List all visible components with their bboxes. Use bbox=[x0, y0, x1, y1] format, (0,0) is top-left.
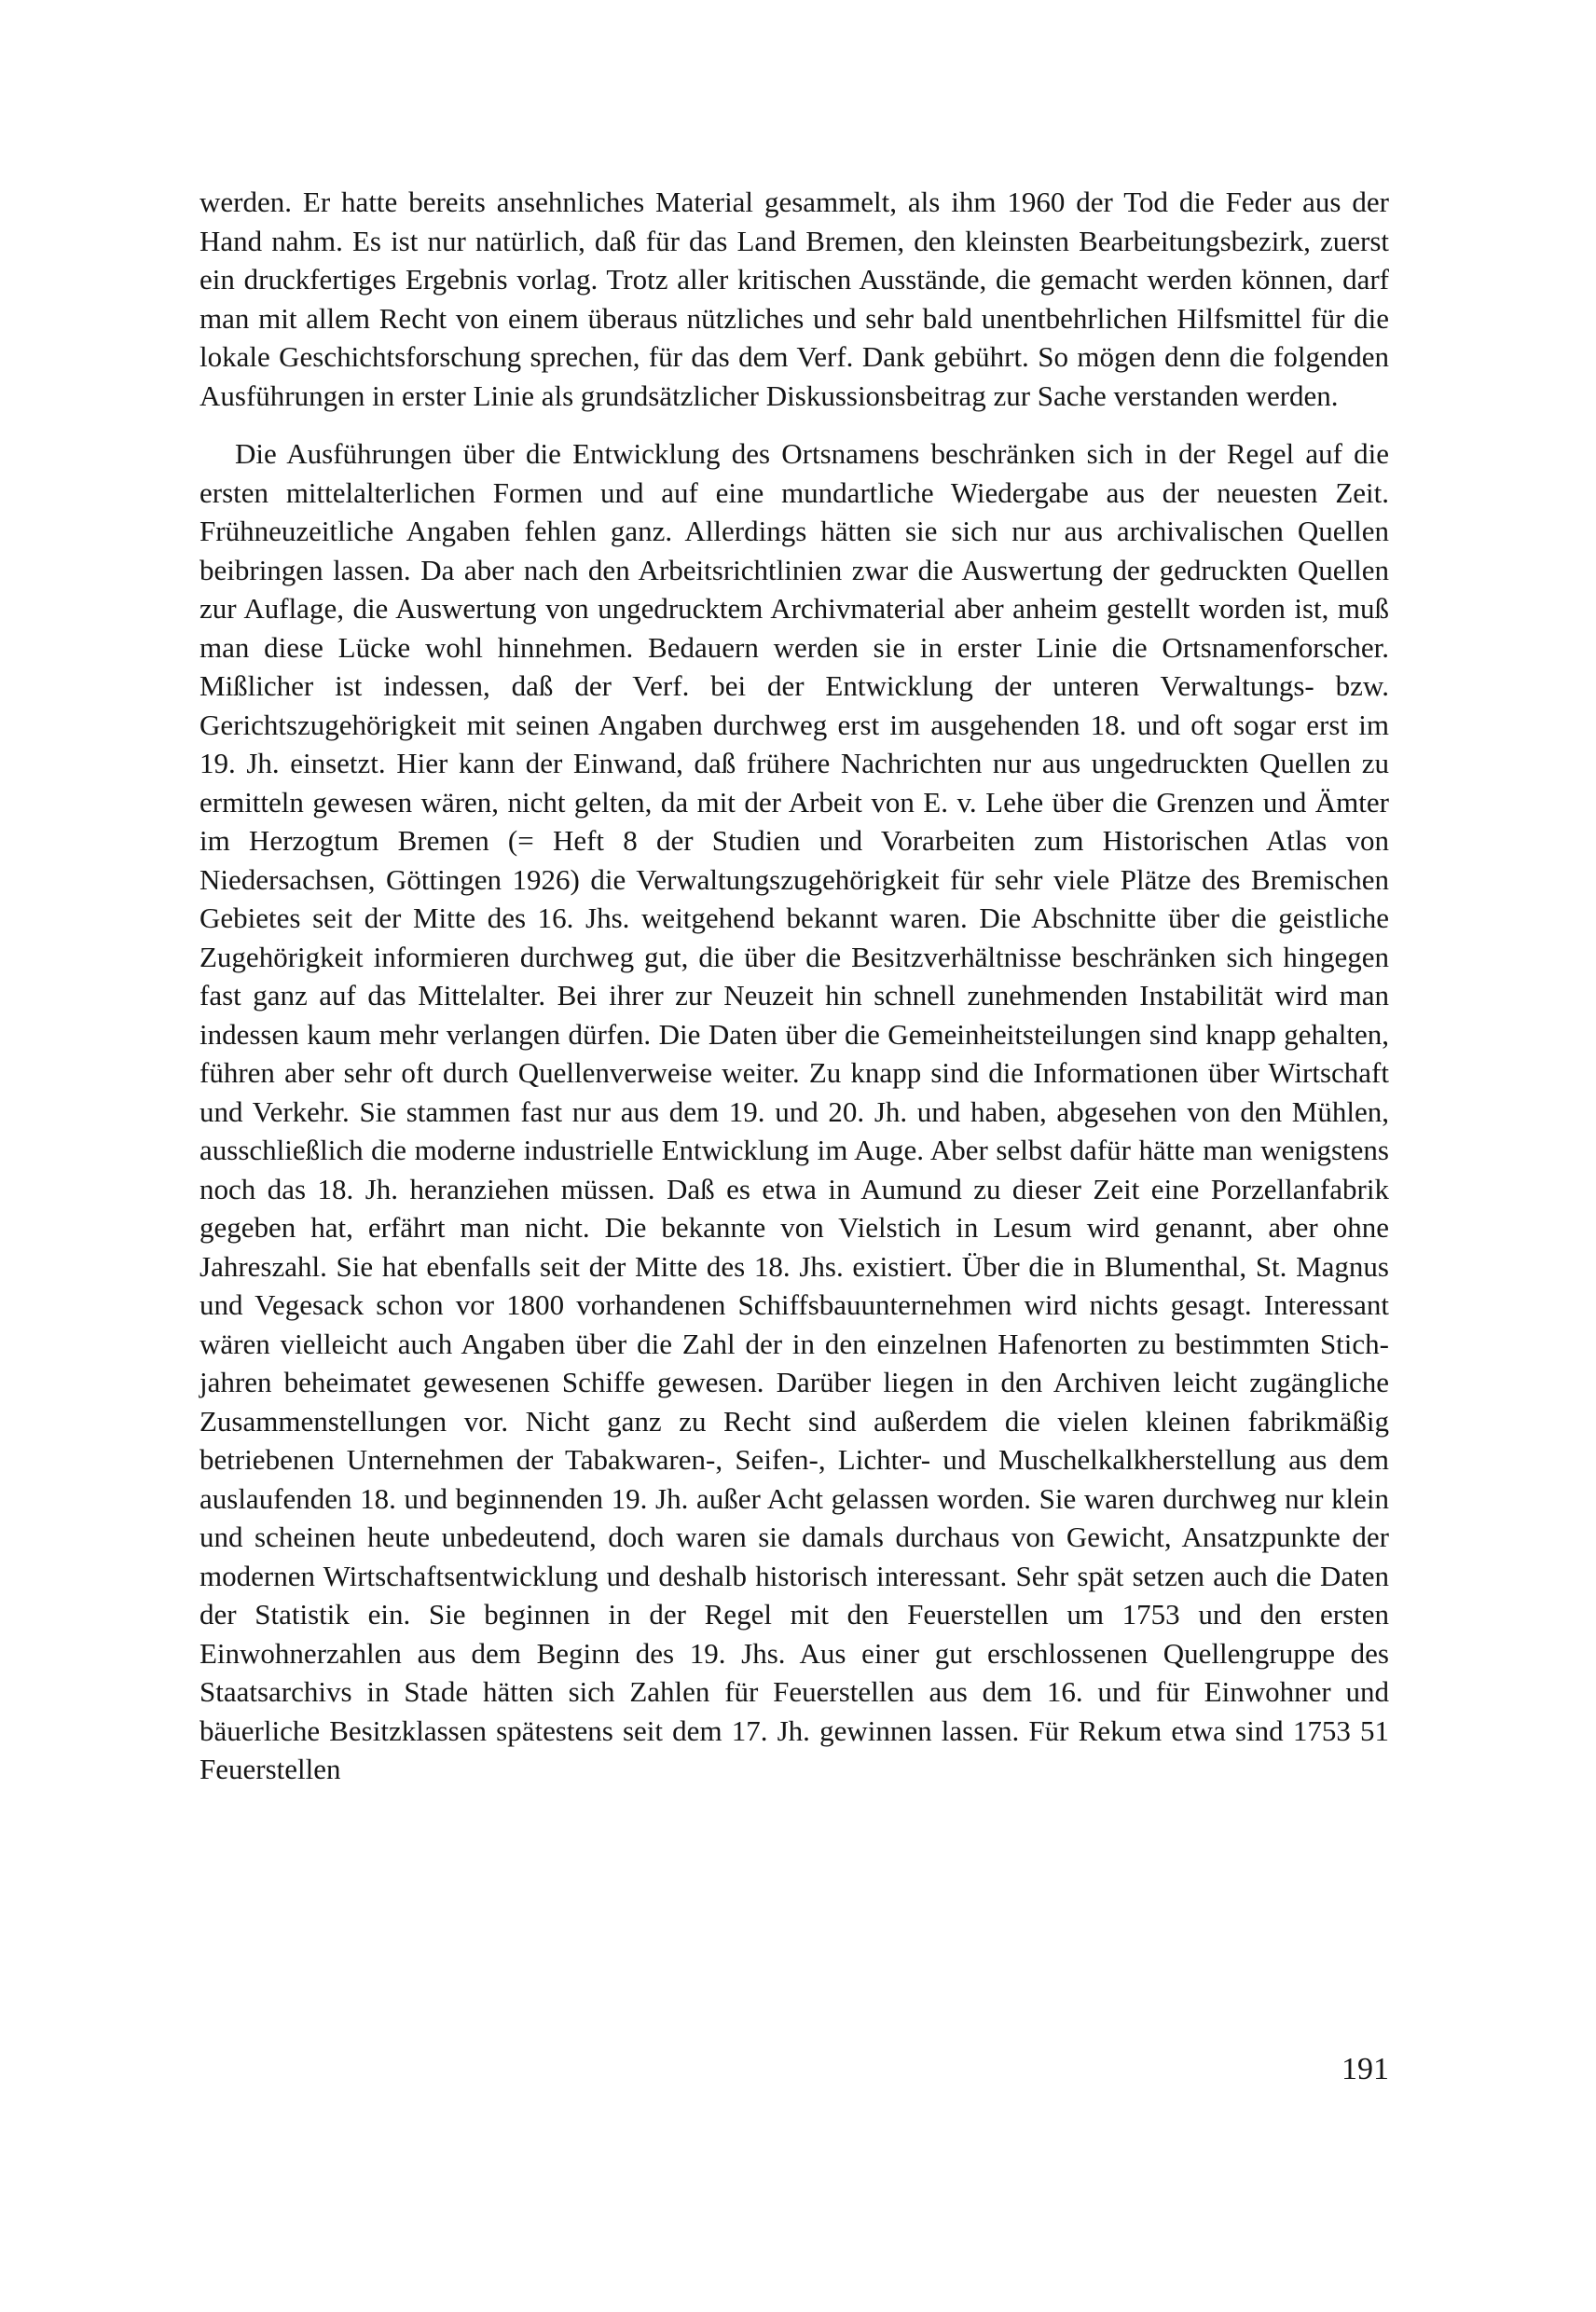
paragraph-1: werden. Er hatte bereits ansehnliches Material gesammelt, als ihm 1960 der Tod die Feder aus der Hand nahm. Es ist nur natürlich, daß für das Land Bremen, den kleinsten Bearbeitungsbezirk, zuerst ein druckfertiges Ergebnis vorlag. Trotz aller kritischen Ausstände, die gemacht werden können, darf man mit allem Recht von einem überaus nützliches und sehr bald unentbehrlichen Hilfsmittel für die lokale Geschichtsforschung sprechen, für das dem Verf. Dank gebührt. So mögen denn die folgenden Ausführungen in erster Linie als grundsätzlicher Diskussionsbeitrag zur Sache verstanden werden. bbox=[200, 186, 1389, 412]
page-number: 191 bbox=[1341, 2052, 1389, 2086]
paragraph-2: Die Ausführungen über die Entwicklung des Ortsnamens beschränken sich in der Regel auf die ersten mittelalterlichen Formen und auf eine mundartliche Wiedergabe aus der neuesten Zeit. Frühneuzeitliche Angaben fehlen ganz. Allerdings hätten sie sich nur aus archivalischen Quellen beibringen lassen. Da aber nach den Arbeitsrichtlinien zwar die Auswertung der gedruckten Quellen zur Auflage, die Auswertung von ungedrucktem Archivmaterial aber anheim gestellt worden ist, muß man diese Lücke wohl hinnehmen. Bedauern werden sie in erster Linie die Ortsnamenforscher. Mißlicher ist indessen, daß der Verf. bei der Entwicklung der unteren Verwaltungs- bzw. Gerichtszugehörigkeit mit seinen Angaben durchweg erst im ausgehenden 18. und oft sogar erst im 19. Jh. einsetzt. Hier kann der Einwand, daß frühere Nachrichten nur aus ungedruckten Quellen zu ermitteln gewesen wären, nicht gelten, da mit der Arbeit von E. v. Lehe über die Grenzen und Ämter im Herzogtum Bremen (= Heft 8 der Studien und Vorarbeiten zum Historischen Atlas von Niedersachsen, Göttingen 1926) die Verwaltungszugehörigkeit für sehr viele Plätze des Bremischen Gebietes seit der Mitte des 16. Jhs. weitgehend bekannt waren. Die Abschnitte über die geistliche Zugehörigkeit informieren durchweg gut, die über die Besitzverhältnisse beschränken sich hingegen fast ganz auf das Mittelalter. Bei ihrer zur Neuzeit hin schnell zunehmenden Instabilität wird man indessen kaum mehr verlangen dürfen. Die Daten über die Gemeinheitsteilungen sind knapp gehalten, führen aber sehr oft durch Quellenverweise weiter. Zu knapp sind die Informationen über Wirtschaft und Verkehr. Sie stammen fast nur aus dem 19. und 20. Jh. und haben, abgesehen von den Mühlen, ausschließlich die moderne industrielle Entwicklung im Auge. Aber selbst dafür hätte man wenigstens noch das 18. Jh. heranziehen müssen. Daß es etwa in Aumund zu dieser Zeit eine Porzellanfabrik gegeben hat, erfährt man nicht. Die bekannte von Vielstich in Lesum wird genannt, aber ohne Jahreszahl. Sie hat ebenfalls seit der Mitte des 18. Jhs. existiert. Über die in Blumenthal, St. Magnus und Vegesack schon vor 1800 vorhandenen Schiffsbauunternehmen wird nichts gesagt. Interessant wären vielleicht auch Angaben über die Zahl der in den einzelnen Hafenorten zu bestimmten Stichjahren beheimatet gewesenen Schiffe gewesen. Darüber liegen in den Archiven leicht zugängliche Zusammenstellungen vor. Nicht ganz zu Recht sind außerdem die vielen kleinen fabrikmäßig betriebenen Unternehmen der Tabakwaren-, Seifen-, Lichter- und Muschelkalkherstellung aus dem auslaufenden 18. und beginnenden 19. Jh. außer Acht gelassen worden. Sie waren durchweg nur klein und scheinen heute unbedeutend, doch waren sie damals durchaus von Gewicht, Ansatzpunkte der modernen Wirtschaftsentwicklung und deshalb historisch interessant. Sehr spät setzen auch die Daten der Statistik ein. Sie beginnen in der Regel mit den Feuerstellen um 1753 und den ersten Einwohnerzahlen aus dem Beginn des 19. Jhs. Aus einer gut erschlossenen Quellengruppe des Staatsarchivs in Stade hätten sich Zahlen für Feuerstellen aus dem 16. und für Einwohner und bäuerliche Besitzklassen spätestens seit dem 17. Jh. gewinnen lassen. Für Rekum etwa sind 1753 51 Feuerstellen bbox=[200, 437, 1389, 1785]
body-text bbox=[200, 183, 1389, 1789]
